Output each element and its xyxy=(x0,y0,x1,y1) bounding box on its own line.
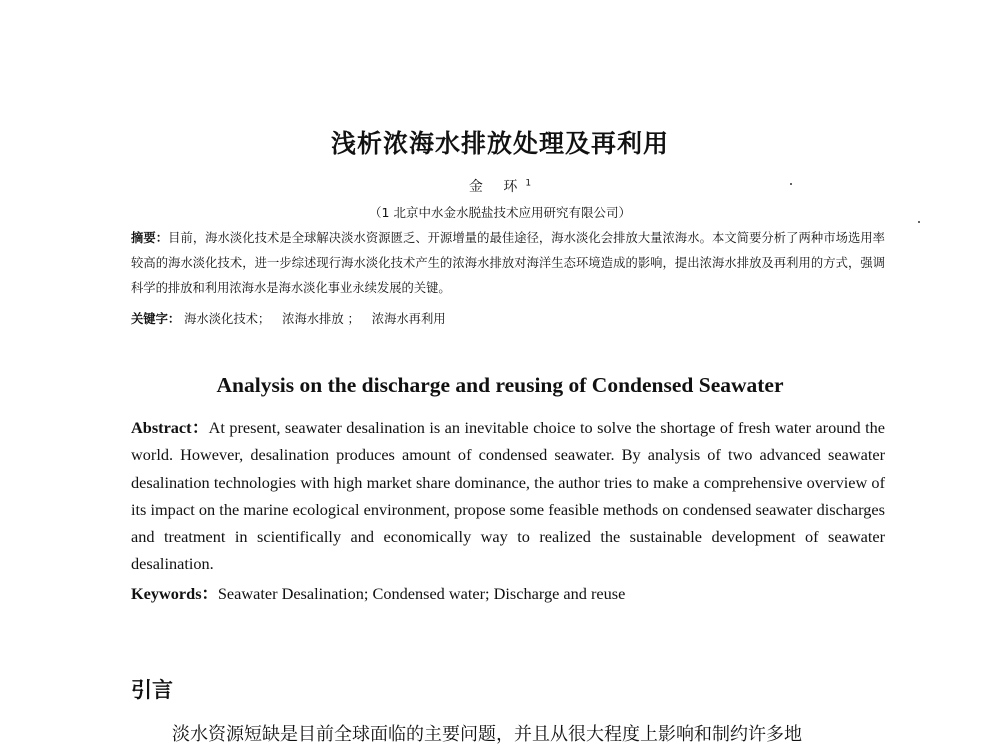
chinese-abstract-text: 目前，海水淡化技术是全球解决淡水资源匮乏、开源增量的最佳途径，海水淡化会排放大量浓海水。本文简要分析了两种市场选用率较高的海水淡化技术，进一步综述现行海水淡化技术产生的浓海水排放对海洋生态环境造成的影响，提出浓海水排放及再利用的方式，强调科学的排放和利用浓海水是海水淡化事业永续发展的关键。 xyxy=(131,231,885,296)
chinese-abstract xyxy=(131,226,885,302)
chinese-keywords-label: 关键字： xyxy=(131,312,181,326)
english-abstract-label: Abstract： xyxy=(131,418,209,437)
scan-speck xyxy=(790,183,792,185)
english-abstract xyxy=(131,414,885,578)
author-affiliation: （1 北京中水金水脱盐技术应用研究有限公司） xyxy=(369,205,631,220)
chinese-abstract-label: 摘要： xyxy=(131,231,169,245)
english-keywords-label: Keywords： xyxy=(131,584,218,603)
chinese-keyword: 浓海水再利用 xyxy=(371,312,446,326)
scan-speck xyxy=(918,221,920,223)
section-heading-introduction: 引言 xyxy=(131,678,173,702)
english-title: Analysis on the discharge and reusing of Condensed Seawater xyxy=(216,373,784,397)
introduction-first-line: 淡水资源短缺是目前全球面临的主要问题，并且从很大程度上影响和制约许多地 xyxy=(172,724,802,745)
english-keywords-text: Seawater Desalination; Condensed water; Discharge and reuse xyxy=(217,584,626,603)
english-keywords xyxy=(131,580,885,604)
chinese-title: 浅析浓海水排放处理及再利用 xyxy=(330,129,669,158)
author-affiliation-marker: 1 xyxy=(525,178,532,189)
chinese-keywords xyxy=(131,309,885,327)
author-name: 金 环 xyxy=(468,179,526,195)
chinese-keyword: 海水淡化技术； xyxy=(184,312,271,326)
chinese-keyword: 浓海水排放 ； xyxy=(282,312,360,326)
english-abstract-text: At present, seawater desalination is an inevitable choice to solve the shortage of fresh water around the world. However, desalination produces amount of condensed seawater. By analysis of two advanced seawater desalination technologies with high market share dominance, the author tries to make a comprehensive overview of its impact on the marine ecological environment, propose some feasible methods on condensed seawater discharges and treatment in scientifically and economically way to realized the sustainable development of seawater desalination. xyxy=(131,418,885,574)
author-line xyxy=(0,176,1000,196)
